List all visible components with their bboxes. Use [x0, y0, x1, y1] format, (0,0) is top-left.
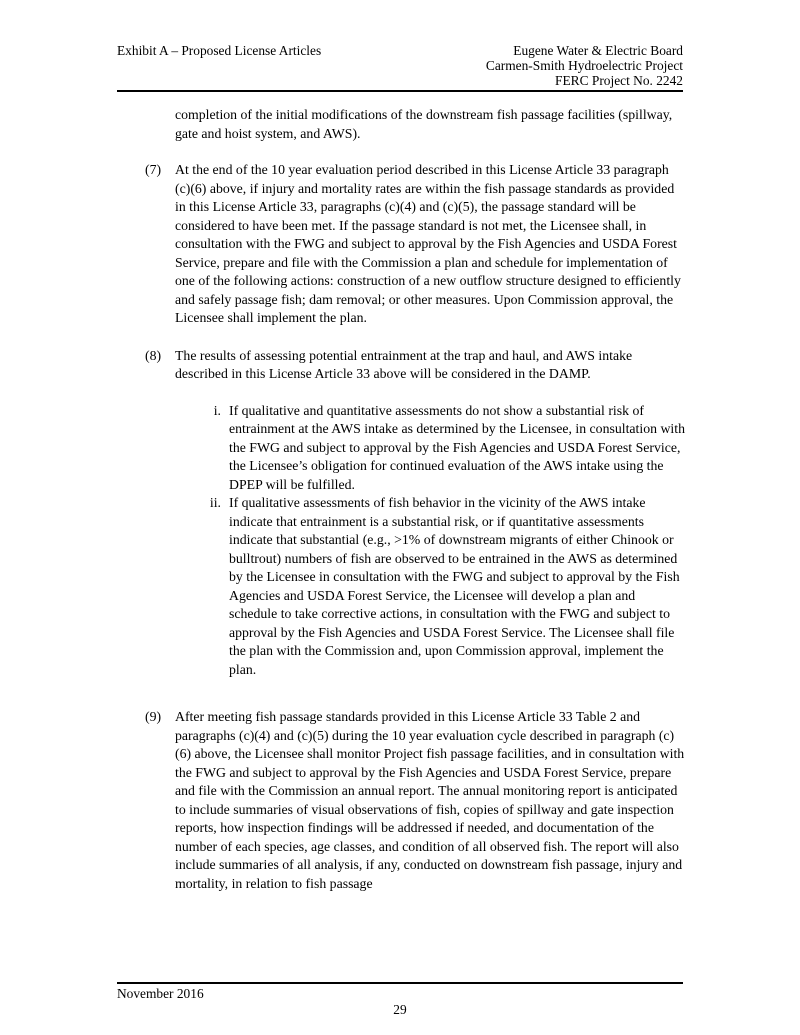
sub-item-ii	[205, 494, 686, 679]
header-ferc-line: FERC Project No. 2242	[555, 73, 683, 88]
header-org-line: Eugene Water & Electric Board	[513, 43, 683, 58]
item-number: (8)	[145, 347, 162, 363]
page-header	[117, 43, 683, 88]
footer-rule	[117, 982, 683, 984]
paragraph-continuation: completion of the initial modifications of the downstream fish passage facilities (spillway, gate and hoist system, and AWS).	[175, 107, 673, 141]
header-project-line: Carmen-Smith Hydroelectric Project	[485, 58, 683, 73]
sub-item-text: If qualitative assessments of fish behavior in the vicinity of the AWS intake indicate that entrainment is a substantial risk, or if quantitative assessments indicate that substantial (e.g., >1% of downstream migrants of either Chinook or bulltrout) numbers of fish are observed to be entrained in the AWS as determined by the Licensee in consultation with the FWG and subject to approval by the Fish Agencies and USDA Forest Service, the Licensee will develop a plan and schedule to take corrective actions, in consultation with the FWG and subject to approval by the Fish Agencies and USDA Forest Service. The Licensee shall file the plan with the Commission and, upon Commission approval, implement the plan.	[229, 495, 680, 677]
document-body	[145, 106, 686, 912]
list-item-8	[145, 347, 686, 680]
list-item-7	[145, 161, 686, 328]
item-text: At the end of the 10 year evaluation period described in this License Article 33 paragraph (c)(6) above, if injury and mortality rates are within the fish passage standards as provided in this License Article 33, paragraphs (c)(4) and (c)(5), the passage standard will be considered to have been met. If the passage standard is not met, the Licensee shall, in consultation with the FWG and subject to approval by the Fish Agencies and USDA Forest Service, prepare and file with the Commission a plan and schedule for implementation of one of the following actions: construction of a new outflow structure designed to efficiently and safely passage fish; dam removal; or other measures. Upon Commission approval, the Licensee shall implement the plan.	[175, 162, 681, 325]
header-exhibit-title: Exhibit A – Proposed License Articles	[117, 43, 322, 58]
header-org-block	[486, 43, 683, 88]
sub-item-text: If qualitative and quantitative assessments do not show a substantial risk of entrainment at the AWS intake as determined by the Licensee, in consultation with the FWG and subject to approval by the Fish Agencies and USDA Forest Service, the Licensee’s obligation for continued evaluation of the AWS intake using the DPEP will be fulfilled.	[229, 402, 685, 492]
sub-item-number: ii.	[209, 495, 221, 510]
item-text: The results of assessing potential entrainment at the trap and haul, and AWS intake described in this License Article 33 above will be considered in the DAMP.	[175, 347, 633, 381]
sub-item-i	[205, 402, 686, 495]
item-number: (7)	[145, 162, 162, 177]
page-number: 29	[393, 1002, 407, 1017]
sub-item-list	[205, 402, 686, 680]
item-text-wrap	[175, 347, 686, 680]
header-rule	[117, 90, 683, 92]
list-item-9	[145, 708, 686, 893]
sub-item-number: i.	[213, 402, 221, 418]
item-text: After meeting fish passage standards provided in this License Article 33 Table 2 and paragraphs (c)(4) and (c)(5) during the 10 year evaluation cycle described in paragraph (c)(6) above, the Licensee shall monitor Project fish passage facilities, and in consultation with the FWG and subject to approval by the Fish Agencies and USDA Forest Service, prepare and file with the Commission an annual report. The annual monitoring report is anticipated to include summaries of visual observations of fish, copies of spillway and gate inspection reports, how inspection findings will be addressed if needed, and documentation of the number of each species, age classes, and condition of all observed fish. The report will also include summaries of all analysis, if any, conducted on downstream fish passage, injury and mortality, in relation to fish passage	[175, 709, 685, 891]
footer-date: November 2016	[117, 986, 204, 1001]
item-number: (9)	[145, 709, 162, 724]
